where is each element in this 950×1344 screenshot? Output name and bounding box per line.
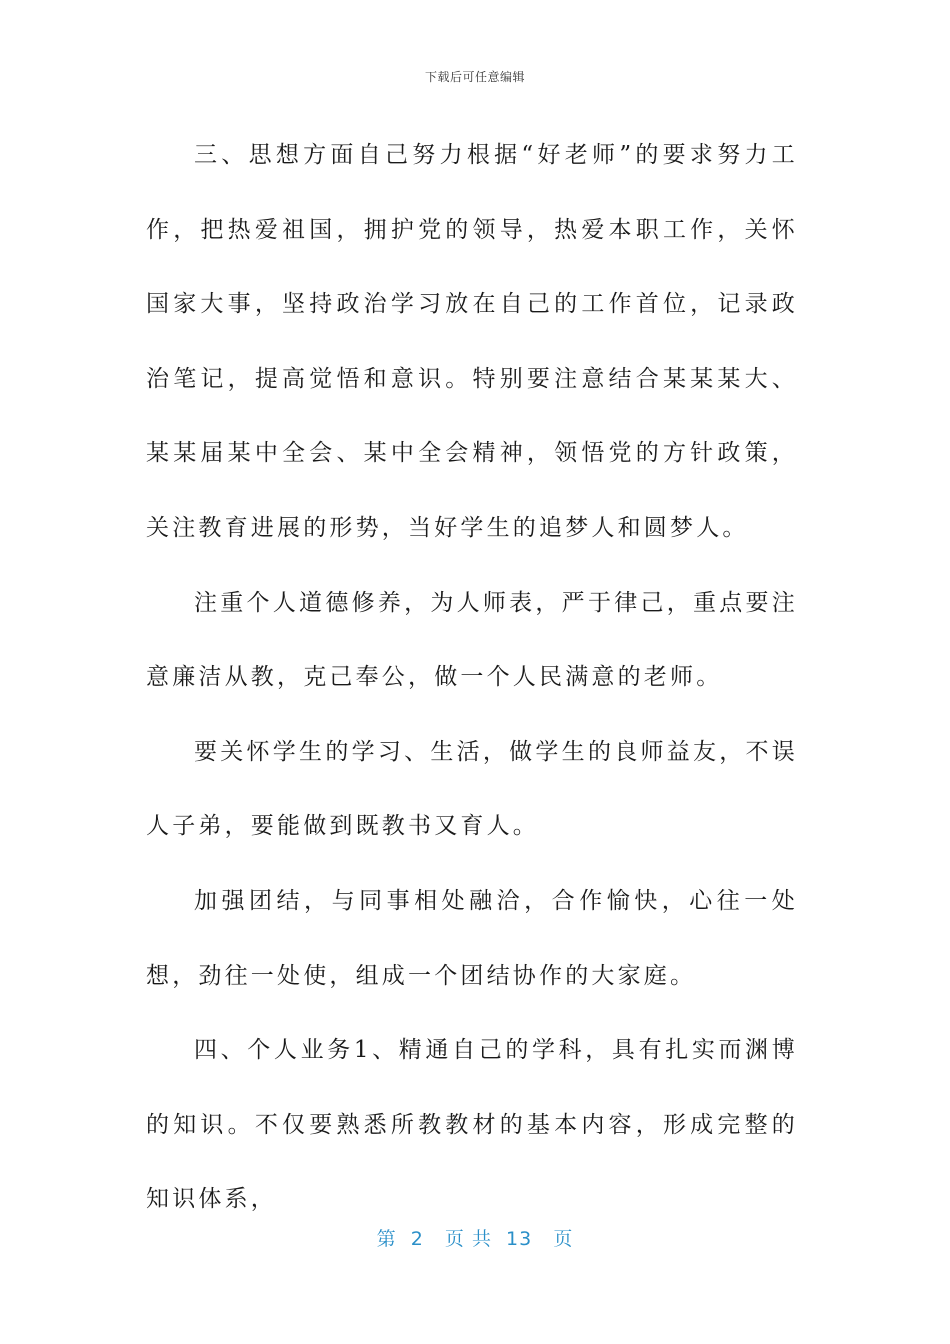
- paragraph-care-students: 要关怀学生的学习、生活，做学生的良师益友，不误人子弟，要能做到既教书又育人。: [146, 738, 798, 840]
- paragraph-ideology: 三、思想方面自己努力根据“好老师”的要求努力工作，把热爱祖国，拥护党的领导，热爱本职工作，关怀国家大事，坚持政治学习放在自己的工作首位，记录政治笔记，提高觉悟和意识。特别要注意结合某某某大、某某届某中全会、某中全会精神，领悟党的方针政策，关注教育进展的形势，当好学生的追梦人和圆梦人。: [146, 142, 798, 541]
- paragraph-morality: 注重个人道德修养，为人师表，严于律己，重点要注意廉洁从教，克己奉公，做一个人民满意的老师。: [146, 589, 798, 691]
- paragraph-unity: 加强团结，与同事相处融洽，合作愉快，心往一处想，劲往一处使，组成一个团结协作的大家庭。: [146, 887, 798, 989]
- paragraph-professional: 四、个人业务1、精通自己的学科，具有扎实而渊博的知识。不仅要熟悉所教教材的基本内容，形成完整的知识体系，: [146, 1037, 798, 1213]
- page-number: 第 2 页 共 13 页: [376, 1228, 574, 1250]
- document-body: [146, 118, 798, 1237]
- header-note: 下载后可任意编辑: [424, 70, 525, 84]
